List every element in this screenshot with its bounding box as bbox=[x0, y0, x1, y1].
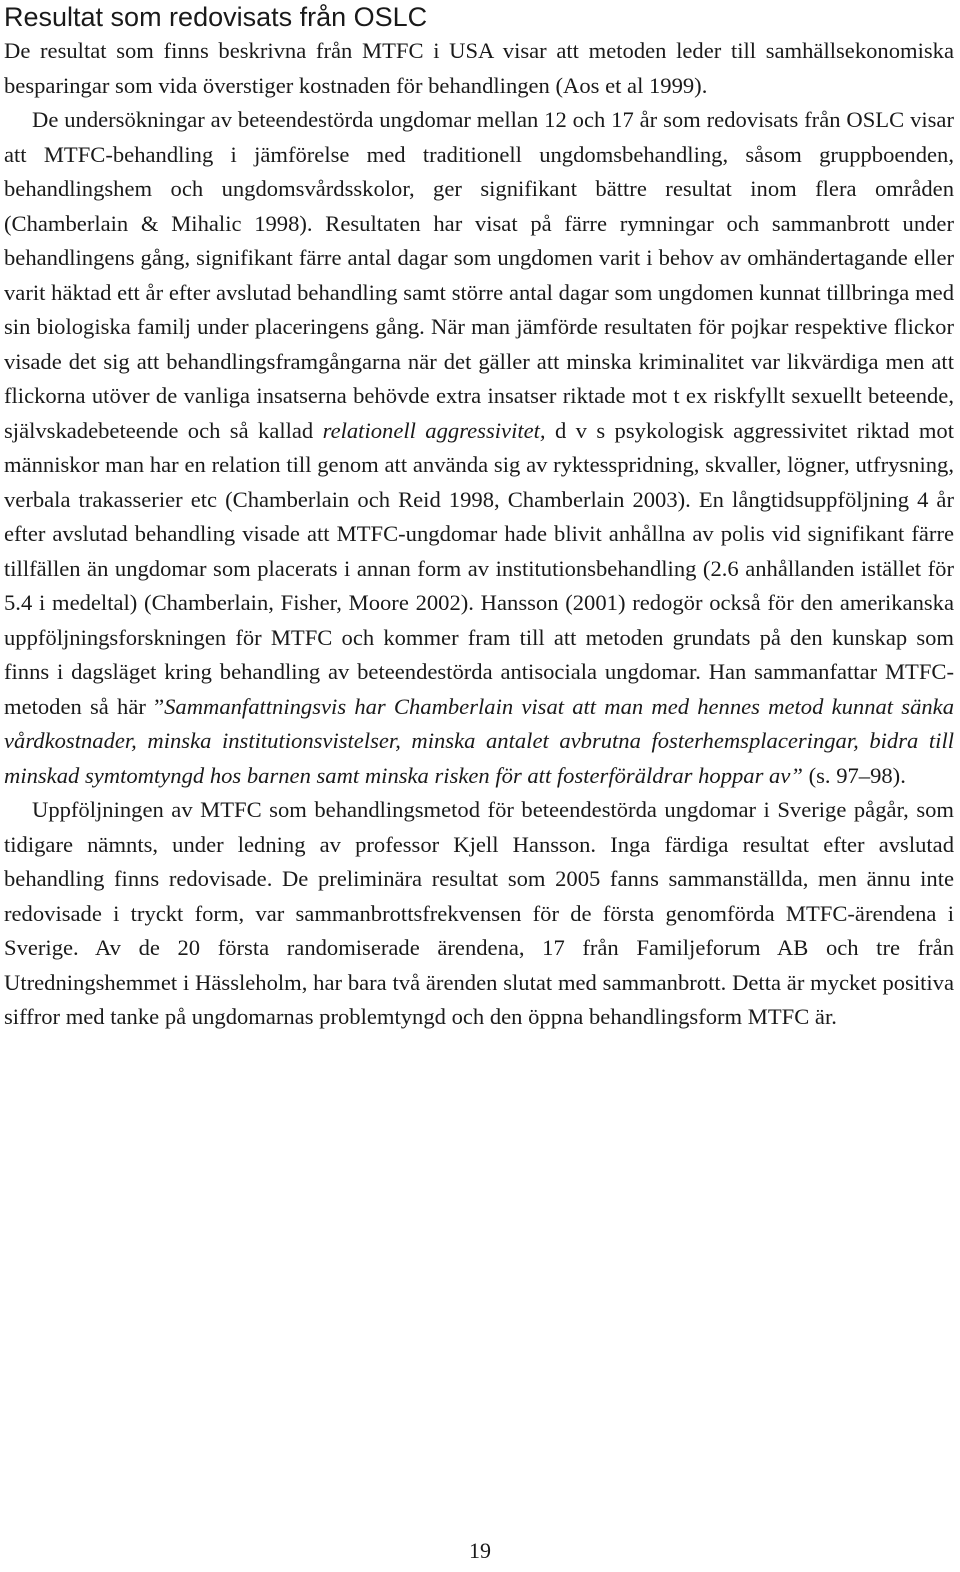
paragraph-2-emphasis: relationell aggressivitet, bbox=[322, 417, 546, 443]
paragraph-2-text-1: De undersökningar av beteendestörda ungdomar mellan 12 och 17 år som redovisats från OSLC visar att MTFC-behandling i jämförelse med traditionell ungdomsbehandling, såsom gruppboenden, behandlingshem och ungdomsvårdsskolor, ger signifikant bättre resultat inom flera områden (Chamberlain & Mihalic 1998). Resultaten har visat på färre rymningar och sammanbrott under behandlingens gång, signifikant färre antal dagar som ungdomen varit i behov av omhändertagande eller varit häktad ett år efter avslutad behandling samt större antal dagar som ungdomen kunnat tillbringa med sin biologiska familj under placeringens gång. När man jämförde resultaten för pojkar respektive flickor visade det sig att behandlingsframgångarna när det gäller att minska kriminalitet var likvärdiga men att flickorna utöver de vanliga insatserna behövde extra insatser riktade mot t ex riskfyllt sexuellt beteende, självskadebeteende och så kallad bbox=[4, 107, 954, 443]
paragraph-1: De resultat som finns beskrivna från MTFC i USA visar att metoden leder till samhällsekonomiska besparingar som vida överstiger kostnaden för behandlingen (Aos et al 1999). bbox=[4, 38, 954, 98]
body-text bbox=[4, 34, 954, 1035]
paragraph-2-text-3: (s. 97–98). bbox=[802, 762, 906, 788]
paragraph-3: Uppföljningen av MTFC som behandlingsmetod för beteendestörda ungdomar i Sverige pågår, som tidigare nämnts, under ledning av professor Kjell Hansson. Inga färdiga resultat efter avslutad behandling finns redovisade. De preliminära resultat som 2005 fanns sammanställda, men ännu inte redovisade i tryckt form, var sammanbrottsfrekvensen för de första genomförda MTFC-ärendena i Sverige. Av de 20 första randomiserade ärendena, 17 från Familjeforum AB och tre från Utredningshemmet i Hässleholm, har bara två ärenden slutat med sammanbrott. Detta är mycket positiva siffror med tanke på ungdomarnas problemtyngd och den öppna behandlingsform MTFC är. bbox=[4, 797, 954, 1029]
paragraph-2-quote: Sammanfattningsvis har Chamberlain visat att man med hennes metod kunnat sänka vårdkostnader, minska institutionsvistelser, minska antalet avbrutna fosterhemsplaceringar, bidra till minskad symtomtyngd hos barnen samt minska risken för att fosterföräldrar hoppar av” bbox=[4, 693, 954, 788]
page-number: 19 bbox=[469, 1538, 491, 1563]
section-heading: Resultat som redovisats från OSLC bbox=[4, 2, 428, 32]
paragraph-2-text-2: d v s psykologisk aggressivitet riktad mot människor man har en relation till genom att använda sig av ryktesspridning, skvaller, lögner, utfrysning, verbala trakasserier etc (Chamberlain och Reid 1998, Chamberlain 2003). En långtidsuppföljning 4 år efter avslutad behandling visade att MTFC-ungdomar hade blivit anhållna av polis vid signifikant färre tillfällen än ungdomar som placerats i annan form av institutionsbehandling (2.6 anhållanden istället för 5.4 i medeltal) (Chamberlain, Fisher, Moore 2002). Hansson (2001) redogör också för den amerikanska uppföljningsforskningen för MTFC och kommer fram till att metoden grundats på den kunskap som finns i dagsläget kring behandling av beteendestörda antisociala ungdomar. Han sammanfattar MTFC-metoden så här ” bbox=[4, 417, 955, 719]
paragraph-2 bbox=[4, 103, 954, 793]
